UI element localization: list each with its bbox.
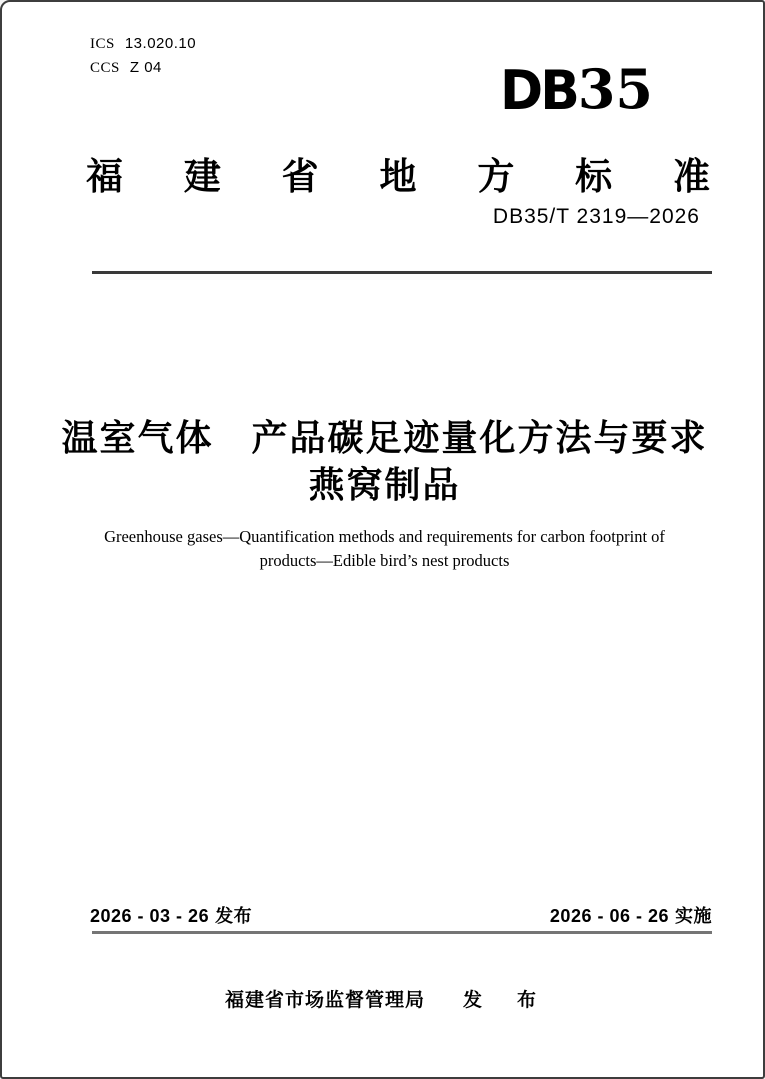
standard-name-char: 标 [575, 156, 613, 197]
ccs-value: Z 04 [129, 59, 162, 76]
classification-codes [90, 32, 196, 80]
issue-date: 2026 - 03 - 26 [90, 906, 210, 926]
document-title-english-line2: products—Edible bird’s nest products [259, 551, 510, 570]
publish-label: 发 布 [463, 990, 545, 1011]
ics-line [90, 32, 196, 56]
standard-name-char: 福 [86, 156, 123, 197]
standard-name-char: 方 [477, 156, 515, 197]
ics-value: 13.020.10 [124, 35, 197, 52]
ics-label: ICS [90, 36, 115, 52]
standard-name-char: 省 [281, 156, 319, 197]
standard-number: DB35/T 2319—2026 [492, 205, 700, 228]
document-title-english-line1: Greenhouse gases—Quantification methods and requirements for carbon footprint of [104, 527, 665, 546]
implementation-label: 实施 [675, 906, 712, 926]
document-title-line1: 温室气体 产品碳足迹量化方法与要求 [61, 417, 708, 458]
implementation-date-block [550, 902, 712, 928]
document-title-english [42, 525, 727, 573]
standard-name-char: 建 [183, 156, 221, 197]
implementation-date: 2026 - 06 - 26 [549, 906, 669, 926]
standard-name-char: 准 [672, 156, 710, 197]
db35-logo [500, 57, 653, 131]
db35-logo-prefix: DB [500, 59, 577, 123]
issue-label: 发布 [215, 906, 253, 926]
issue-date-block [90, 902, 252, 928]
publisher-name: 福建省市场监督管理局 [224, 990, 425, 1011]
standard-name-char: 地 [379, 156, 417, 197]
db35-logo-number: 35 [577, 57, 653, 121]
ccs-label: CCS [90, 60, 120, 76]
dates-row [90, 902, 712, 928]
ccs-line [90, 56, 196, 80]
footer-divider-rule [92, 931, 712, 934]
publisher-row [42, 985, 727, 1012]
document-title-line2: 燕窝制品 [308, 464, 461, 505]
header-divider-rule [92, 271, 712, 274]
document-title [42, 414, 727, 508]
standard-name [86, 146, 710, 200]
